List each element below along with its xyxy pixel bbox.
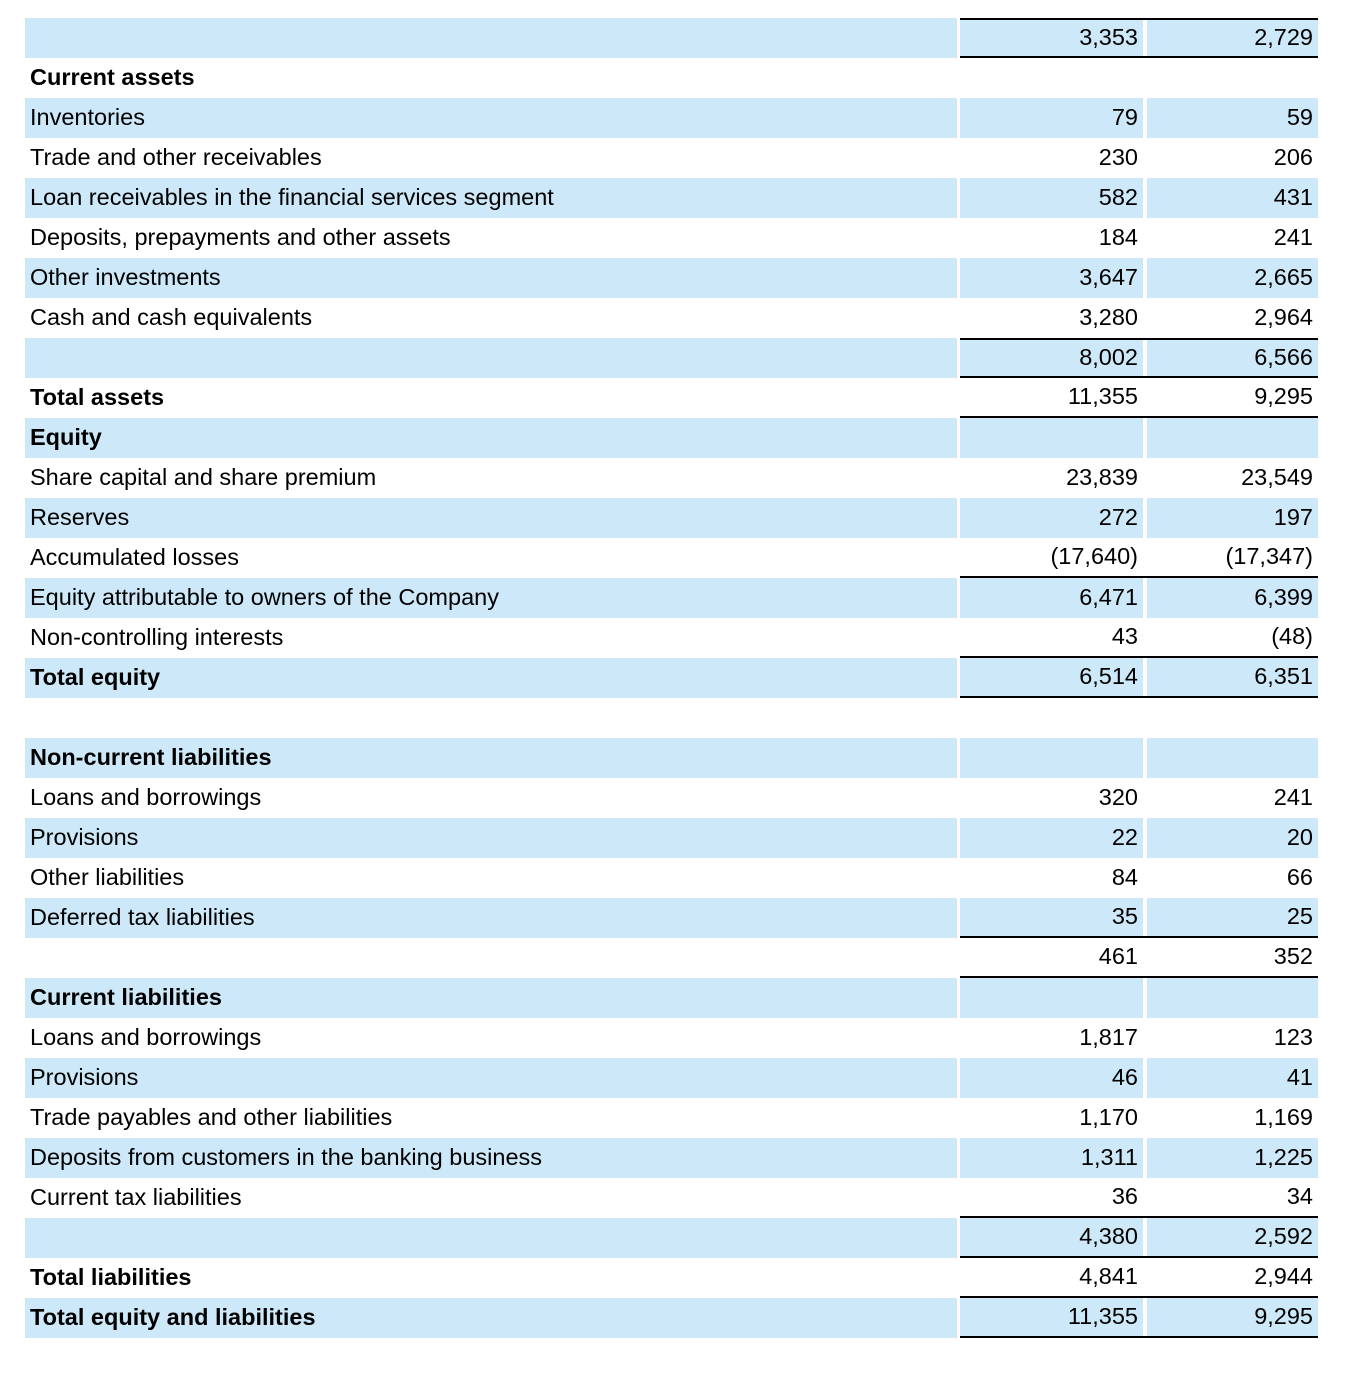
row-values xyxy=(960,1178,1318,1218)
row-values xyxy=(960,818,1318,858)
table-row xyxy=(0,458,1372,498)
row-values xyxy=(960,658,1318,698)
row-label: Provisions xyxy=(25,818,957,858)
row-values xyxy=(960,218,1318,258)
row-values xyxy=(960,978,1318,1018)
value-col-1: 23,839 xyxy=(1066,464,1138,491)
row-label xyxy=(25,1218,957,1258)
row-label: Reserves xyxy=(25,498,957,538)
table-row xyxy=(0,1298,1372,1338)
value-col-1: 79 xyxy=(960,98,1143,138)
value-col-2: 23,549 xyxy=(1241,464,1313,491)
value-col-1 xyxy=(960,58,1143,98)
row-label: Provisions xyxy=(25,1058,957,1098)
row-values xyxy=(960,458,1318,498)
value-col-2: 241 xyxy=(1273,784,1313,811)
value-col-2: 66 xyxy=(1286,864,1313,891)
table-row xyxy=(0,1058,1372,1098)
value-col-2 xyxy=(1147,58,1318,98)
value-col-2: (48) xyxy=(1271,623,1313,650)
row-label: Other investments xyxy=(25,258,957,298)
value-col-2: 1,225 xyxy=(1147,1138,1318,1178)
table-row xyxy=(0,858,1372,898)
value-col-2: 2,592 xyxy=(1147,1218,1318,1256)
value-col-1: 320 xyxy=(1098,784,1138,811)
table-row xyxy=(0,578,1372,618)
table-row xyxy=(0,378,1372,418)
row-label: Equity xyxy=(25,418,957,458)
table-row xyxy=(0,618,1372,658)
row-values xyxy=(960,898,1318,938)
value-col-2: 6,566 xyxy=(1147,340,1318,376)
value-col-1: 4,841 xyxy=(1079,1263,1138,1290)
row-values xyxy=(960,1058,1318,1098)
value-col-2: 2,665 xyxy=(1147,258,1318,298)
row-label: Deposits from customers in the banking business xyxy=(25,1138,957,1178)
table-row xyxy=(0,298,1372,338)
table-row xyxy=(0,1218,1372,1258)
row-label xyxy=(25,938,957,978)
table-row xyxy=(0,938,1372,978)
row-values xyxy=(960,538,1318,578)
value-col-1: 6,471 xyxy=(960,578,1143,618)
row-label: Loan receivables in the financial services segment xyxy=(25,178,957,218)
value-col-1: 43 xyxy=(1111,623,1138,650)
row-values xyxy=(960,1018,1318,1058)
table-row xyxy=(0,418,1372,458)
table-row xyxy=(0,338,1372,378)
value-col-1: 3,280 xyxy=(1079,304,1138,331)
row-label: Trade and other receivables xyxy=(30,144,322,171)
row-label: Current tax liabilities xyxy=(30,1184,242,1211)
value-col-1: 11,355 xyxy=(960,1298,1143,1336)
row-values xyxy=(960,1298,1318,1338)
value-col-1: 46 xyxy=(960,1058,1143,1098)
value-col-2: 6,351 xyxy=(1147,658,1318,696)
row-label: Trade payables and other liabilities xyxy=(30,1104,393,1131)
value-col-1: 84 xyxy=(1111,864,1138,891)
value-col-1: 461 xyxy=(1098,943,1138,970)
value-col-2: 241 xyxy=(1273,224,1313,251)
value-col-2: 34 xyxy=(1286,1183,1313,1210)
row-values xyxy=(960,1138,1318,1178)
value-col-2: 197 xyxy=(1147,498,1318,538)
row-label: Total liabilities xyxy=(30,1264,192,1291)
value-col-2 xyxy=(1147,978,1318,1018)
table-row xyxy=(0,978,1372,1018)
value-col-1: 1,817 xyxy=(1079,1024,1138,1051)
row-values xyxy=(960,418,1318,458)
row-values xyxy=(960,1258,1318,1298)
row-label xyxy=(25,338,957,378)
table-row xyxy=(0,738,1372,778)
value-col-2: 25 xyxy=(1147,898,1318,936)
row-values xyxy=(960,298,1318,338)
value-col-2: 9,295 xyxy=(1147,1298,1318,1336)
row-values xyxy=(960,258,1318,298)
table-row xyxy=(0,58,1372,98)
table-row xyxy=(0,818,1372,858)
value-col-2: 2,729 xyxy=(1147,20,1318,56)
row-label: Non-controlling interests xyxy=(30,624,284,651)
row-values xyxy=(960,1098,1318,1138)
value-col-1: 36 xyxy=(1111,1183,1138,1210)
row-label: Current liabilities xyxy=(25,978,957,1018)
row-label: Equity attributable to owners of the Company xyxy=(25,578,957,618)
value-col-2: 59 xyxy=(1147,98,1318,138)
value-col-2: 1,169 xyxy=(1254,1104,1313,1131)
value-col-1: 582 xyxy=(960,178,1143,218)
value-col-1 xyxy=(960,978,1143,1018)
value-col-1: 11,355 xyxy=(1067,383,1138,410)
row-values xyxy=(960,1218,1318,1258)
row-values xyxy=(960,378,1318,418)
row-label: Total assets xyxy=(30,384,165,411)
table-row xyxy=(0,498,1372,538)
row-label xyxy=(25,18,957,58)
value-col-1 xyxy=(960,418,1143,458)
value-col-2: (17,347) xyxy=(1225,543,1313,570)
value-col-1: 8,002 xyxy=(960,340,1143,376)
row-values xyxy=(960,738,1318,778)
row-label: Total equity and liabilities xyxy=(25,1298,957,1338)
table-row xyxy=(0,178,1372,218)
table-row xyxy=(0,1018,1372,1058)
row-values xyxy=(960,178,1318,218)
value-col-1: 3,647 xyxy=(960,258,1143,298)
table-row xyxy=(0,1098,1372,1138)
table-row xyxy=(0,1138,1372,1178)
table-row xyxy=(0,1258,1372,1298)
value-col-2: 2,944 xyxy=(1254,1263,1313,1290)
row-values xyxy=(960,618,1318,658)
row-label: Deposits, prepayments and other assets xyxy=(30,224,451,251)
value-col-1: 272 xyxy=(960,498,1143,538)
row-values xyxy=(960,858,1318,898)
value-col-2: 2,964 xyxy=(1254,304,1313,331)
row-values xyxy=(960,138,1318,178)
table-row xyxy=(0,658,1372,698)
row-label: Share capital and share premium xyxy=(30,464,377,491)
value-col-1: 22 xyxy=(960,818,1143,858)
table-row xyxy=(0,218,1372,258)
row-label: Cash and cash equivalents xyxy=(30,304,313,331)
row-values xyxy=(960,498,1318,538)
row-label: Inventories xyxy=(25,98,957,138)
value-col-2: 6,399 xyxy=(1147,578,1318,618)
row-label: Deferred tax liabilities xyxy=(25,898,957,938)
value-col-1: 35 xyxy=(960,898,1143,936)
spacer-row xyxy=(0,698,1372,738)
value-col-2: 352 xyxy=(1273,943,1313,970)
value-col-1: 6,514 xyxy=(960,658,1143,696)
row-label: Non-current liabilities xyxy=(25,738,957,778)
value-col-2 xyxy=(1147,738,1318,778)
row-label: Total equity xyxy=(25,658,957,698)
value-col-2: 41 xyxy=(1147,1058,1318,1098)
row-label: Accumulated losses xyxy=(30,544,239,571)
value-col-1: (17,640) xyxy=(1050,543,1138,570)
row-values xyxy=(960,18,1318,58)
value-col-2 xyxy=(1147,418,1318,458)
row-label: Loans and borrowings xyxy=(30,1024,262,1051)
value-col-1: 1,170 xyxy=(1079,1104,1138,1131)
row-values xyxy=(960,338,1318,378)
row-values xyxy=(960,578,1318,618)
table-row xyxy=(0,98,1372,138)
row-values xyxy=(960,938,1318,978)
value-col-2: 431 xyxy=(1147,178,1318,218)
row-values xyxy=(960,98,1318,138)
value-col-1: 230 xyxy=(1098,144,1138,171)
value-col-1 xyxy=(960,738,1143,778)
table-row xyxy=(0,138,1372,178)
table-row xyxy=(0,18,1372,58)
table-row xyxy=(0,538,1372,578)
value-col-2: 123 xyxy=(1273,1024,1313,1051)
row-values xyxy=(960,778,1318,818)
value-col-1: 184 xyxy=(1098,224,1138,251)
table-row xyxy=(0,898,1372,938)
row-values xyxy=(960,58,1318,98)
table-row xyxy=(0,778,1372,818)
value-col-2: 9,295 xyxy=(1254,383,1313,410)
table-row xyxy=(0,1178,1372,1218)
value-col-2: 20 xyxy=(1147,818,1318,858)
row-label: Other liabilities xyxy=(30,864,185,891)
table-row xyxy=(0,258,1372,298)
row-label: Loans and borrowings xyxy=(30,784,262,811)
value-col-2: 206 xyxy=(1273,144,1313,171)
value-col-1: 1,311 xyxy=(960,1138,1143,1178)
value-col-1: 4,380 xyxy=(960,1218,1143,1256)
value-col-1: 3,353 xyxy=(960,20,1143,56)
row-label: Current assets xyxy=(30,64,195,91)
